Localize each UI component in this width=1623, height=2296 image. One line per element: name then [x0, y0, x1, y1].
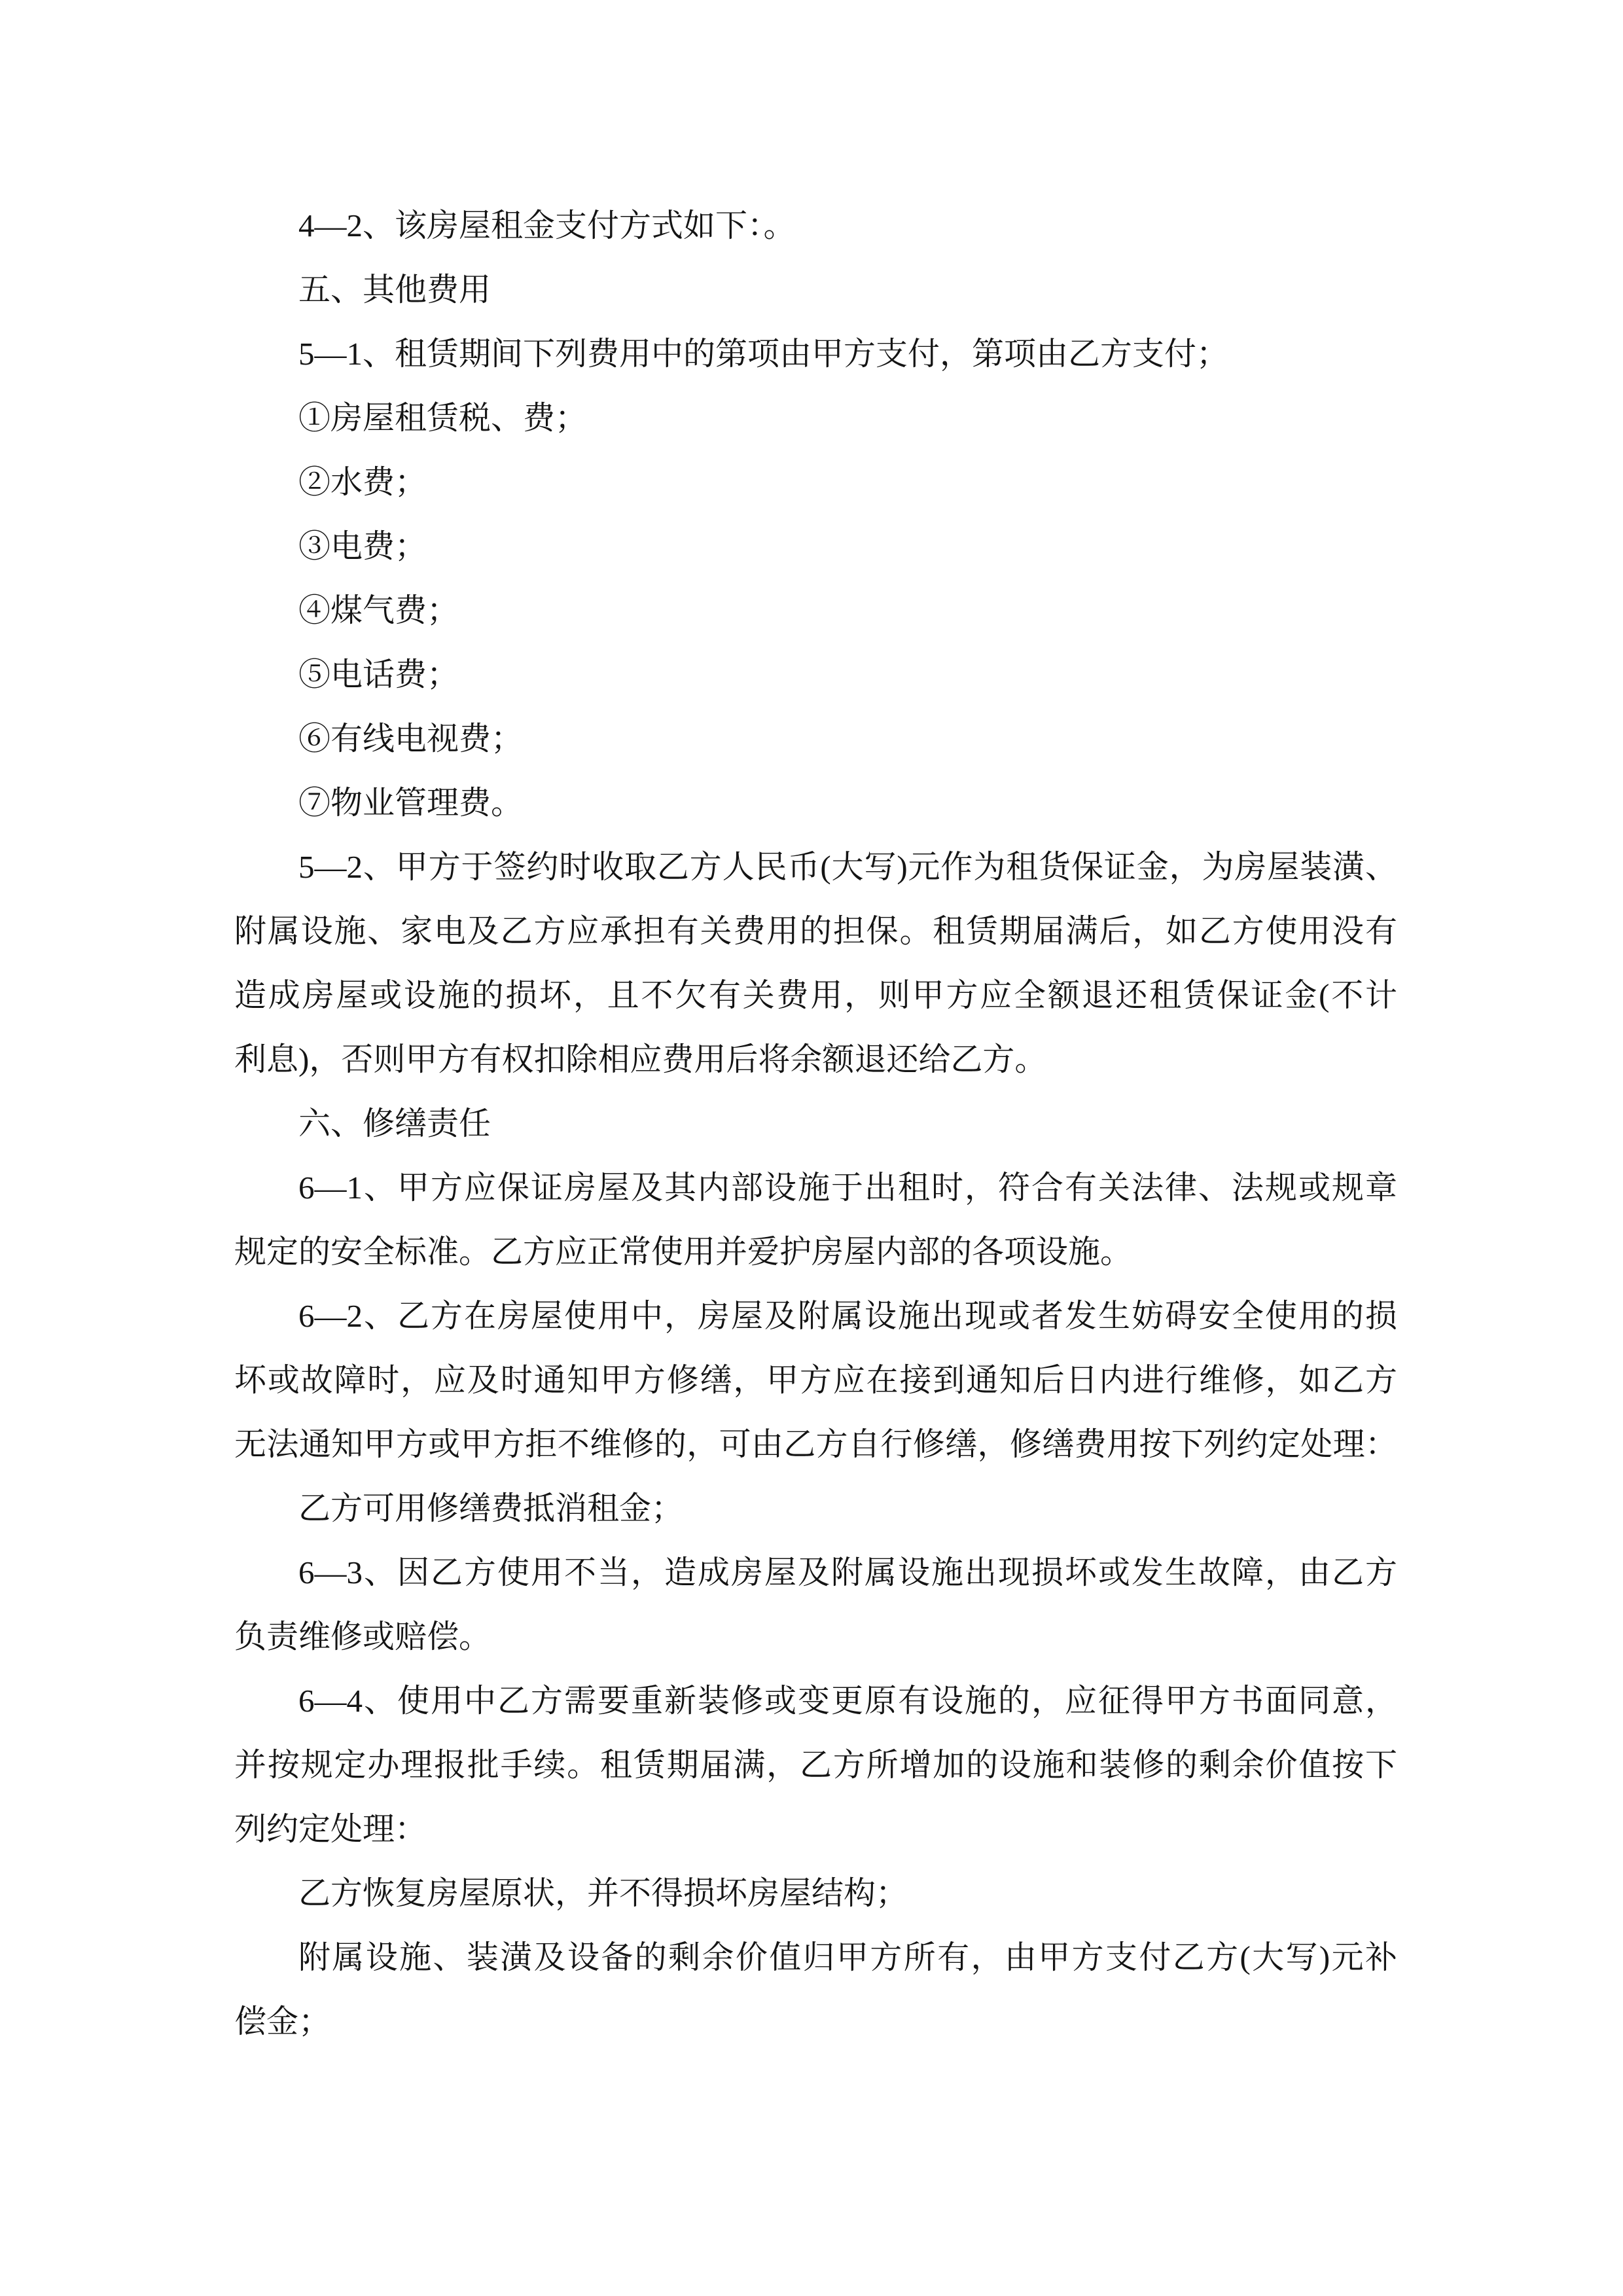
- text-line: ⑤电话费；: [298, 656, 459, 692]
- text-line: 6—4、使用中乙方需要重新装修或变更原有设施的，应征得甲方书面同意，: [298, 1683, 1397, 1719]
- text-line: 附属设施、家电及乙方应承担有关费用的担保。租赁期届满后，如乙方使用没有: [234, 913, 1397, 949]
- text-line: 规定的安全标准。乙方应正常使用并爱护房屋内部的各项设施。: [234, 1234, 1133, 1270]
- text-line: 乙方恢复房屋原状，并不得损坏房屋结构；: [298, 1875, 908, 1911]
- text-line: 六、修缮责任: [298, 1105, 491, 1141]
- contract-text-block: [234, 194, 1397, 2054]
- text-line: 6—3、因乙方使用不当，造成房屋及附属设施出现损坏或发生故障，由乙方: [298, 1554, 1397, 1590]
- text-line: 利息)，否则甲方有权扣除相应费用后将余额退还给乙方。: [234, 1041, 1047, 1077]
- text-line: 6—2、乙方在房屋使用中，房屋及附属设施出现或者发生妨碍安全使用的损: [298, 1298, 1397, 1334]
- text-line: ②水费；: [298, 464, 427, 500]
- text-line: 坏或故障时，应及时通知甲方修缮，甲方应在接到通知后日内进行维修，如乙方: [234, 1362, 1397, 1398]
- text-line: 无法通知甲方或甲方拒不维修的，可由乙方自行修缮，修缮费用按下列约定处理：: [234, 1426, 1397, 1462]
- text-line: 4—2、该房屋租金支付方式如下：。: [298, 207, 796, 243]
- text-line: 并按规定办理报批手续。租赁期届满，乙方所增加的设施和装修的剩余价值按下: [234, 1747, 1397, 1783]
- text-line: ③电费；: [298, 528, 427, 564]
- text-line: 五、其他费用: [298, 272, 491, 308]
- text-line: ①房屋租赁税、费；: [298, 400, 588, 436]
- text-line: 列约定处理：: [234, 1811, 427, 1847]
- text-line: 造成房屋或设施的损坏，且不欠有关费用，则甲方应全额退还租赁保证金(不计: [234, 977, 1397, 1013]
- text-line: 5—1、租赁期间下列费用中的第项由甲方支付，第项由乙方支付；: [298, 336, 1229, 372]
- text-line: 附属设施、装潢及设备的剩余价值归甲方所有，由甲方支付乙方(大写)元补: [298, 1939, 1397, 1975]
- text-line: 乙方可用修缮费抵消租金；: [298, 1490, 684, 1526]
- text-line: 负责维修或赔偿。: [234, 1619, 491, 1655]
- text-line: ⑦物业管理费。: [298, 785, 524, 821]
- text-line: ⑥有线电视费；: [298, 721, 524, 757]
- text-line: 偿金；: [234, 2003, 331, 2039]
- text-line: 6—1、甲方应保证房屋及其内部设施于出租时，符合有关法律、法规或规章: [298, 1170, 1397, 1206]
- text-line: ④煤气费；: [298, 592, 459, 628]
- text-line: 5—2、甲方于签约时收取乙方人民币(大写)元作为租货保证金，为房屋装潢、: [298, 849, 1397, 885]
